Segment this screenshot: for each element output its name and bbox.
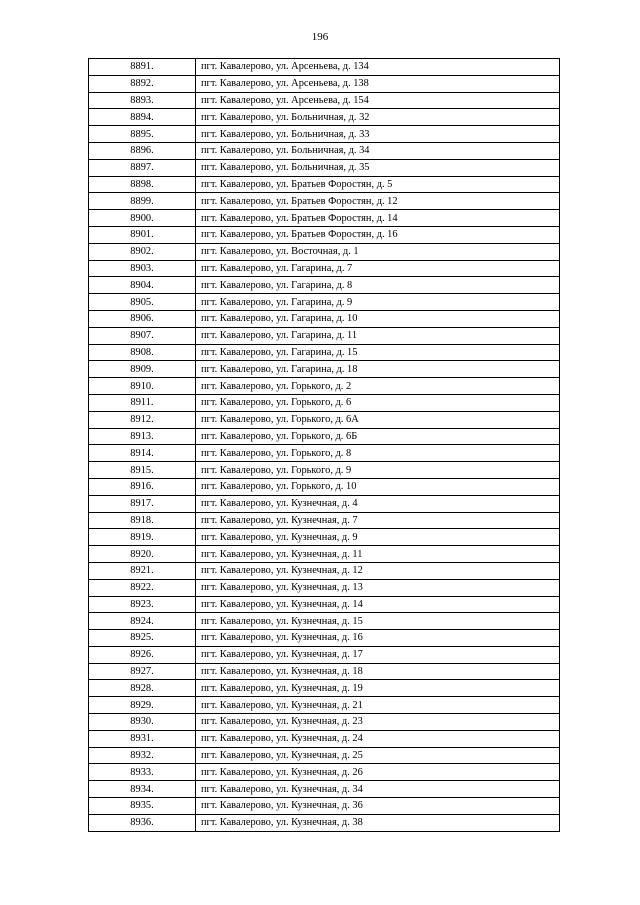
row-number: 8926. [89, 646, 196, 663]
row-number: 8916. [89, 478, 196, 495]
table-row [89, 92, 560, 109]
row-address: пгт. Кавалерово, ул. Братьев Форостян, д. 14 [196, 210, 560, 227]
row-address: пгт. Кавалерово, ул. Гагарина, д. 8 [196, 277, 560, 294]
table-row [89, 546, 560, 563]
table-row [89, 613, 560, 630]
row-address: пгт. Кавалерово, ул. Кузнечная, д. 19 [196, 680, 560, 697]
row-address: пгт. Кавалерово, ул. Кузнечная, д. 17 [196, 646, 560, 663]
row-number: 8931. [89, 730, 196, 747]
row-number: 8927. [89, 663, 196, 680]
table-row [89, 495, 560, 512]
row-number: 8930. [89, 714, 196, 731]
page-number: 196 [311, 31, 329, 43]
row-address: пгт. Кавалерово, ул. Горького, д. 6А [196, 411, 560, 428]
row-address: пгт. Кавалерово, ул. Гагарина, д. 10 [196, 310, 560, 327]
table-row [89, 126, 560, 143]
row-address: пгт. Кавалерово, ул. Кузнечная, д. 13 [196, 579, 560, 596]
row-address: пгт. Кавалерово, ул. Братьев Форостян, д. 16 [196, 226, 560, 243]
row-number: 8908. [89, 344, 196, 361]
row-address: пгт. Кавалерово, ул. Кузнечная, д. 15 [196, 613, 560, 630]
row-address: пгт. Кавалерово, ул. Арсеньева, д. 138 [196, 75, 560, 92]
row-number: 8933. [89, 764, 196, 781]
table-row [89, 59, 560, 76]
row-address: пгт. Кавалерово, ул. Братьев Форостян, д. 5 [196, 176, 560, 193]
table-row [89, 529, 560, 546]
table-row [89, 226, 560, 243]
row-address: пгт. Кавалерово, ул. Кузнечная, д. 12 [196, 562, 560, 579]
row-number: 8894. [89, 109, 196, 126]
table-row [89, 193, 560, 210]
row-number: 8919. [89, 529, 196, 546]
table-row [89, 730, 560, 747]
row-address: пгт. Кавалерово, ул. Гагарина, д. 11 [196, 327, 560, 344]
table-row [89, 75, 560, 92]
row-number: 8901. [89, 226, 196, 243]
table-row [89, 579, 560, 596]
row-number: 8922. [89, 579, 196, 596]
row-number: 8934. [89, 781, 196, 798]
row-address: пгт. Кавалерово, ул. Горького, д. 6Б [196, 428, 560, 445]
table-row [89, 445, 560, 462]
table-row [89, 109, 560, 126]
table-row [89, 327, 560, 344]
row-number: 8906. [89, 310, 196, 327]
row-address: пгт. Кавалерово, ул. Горького, д. 6 [196, 394, 560, 411]
row-number: 8918. [89, 512, 196, 529]
row-number: 8913. [89, 428, 196, 445]
table-row [89, 260, 560, 277]
row-address: пгт. Кавалерово, ул. Горького, д. 9 [196, 462, 560, 479]
table-row [89, 562, 560, 579]
table-row [89, 176, 560, 193]
row-number: 8904. [89, 277, 196, 294]
row-number: 8897. [89, 159, 196, 176]
table-row [89, 294, 560, 311]
row-number: 8915. [89, 462, 196, 479]
row-address: пгт. Кавалерово, ул. Кузнечная, д. 25 [196, 747, 560, 764]
table-row [89, 663, 560, 680]
row-number: 8902. [89, 243, 196, 260]
row-number: 8925. [89, 630, 196, 647]
row-number: 8899. [89, 193, 196, 210]
row-address: пгт. Кавалерово, ул. Кузнечная, д. 18 [196, 663, 560, 680]
row-address: пгт. Кавалерово, ул. Кузнечная, д. 36 [196, 798, 560, 815]
row-number: 8923. [89, 596, 196, 613]
table-row [89, 210, 560, 227]
row-number: 8928. [89, 680, 196, 697]
row-address: пгт. Кавалерово, ул. Кузнечная, д. 7 [196, 512, 560, 529]
table-row [89, 747, 560, 764]
table-row [89, 646, 560, 663]
row-number: 8892. [89, 75, 196, 92]
row-address: пгт. Кавалерово, ул. Больничная, д. 35 [196, 159, 560, 176]
row-number: 8905. [89, 294, 196, 311]
row-address: пгт. Кавалерово, ул. Кузнечная, д. 21 [196, 697, 560, 714]
row-address: пгт. Кавалерово, ул. Кузнечная, д. 34 [196, 781, 560, 798]
row-address: пгт. Кавалерово, ул. Горького, д. 10 [196, 478, 560, 495]
table-row [89, 344, 560, 361]
row-number: 8914. [89, 445, 196, 462]
table-row [89, 798, 560, 815]
row-address: пгт. Кавалерово, ул. Кузнечная, д. 26 [196, 764, 560, 781]
table-row [89, 142, 560, 159]
row-address: пгт. Кавалерово, ул. Больничная, д. 33 [196, 126, 560, 143]
row-number: 8909. [89, 361, 196, 378]
table-row [89, 714, 560, 731]
table-row [89, 630, 560, 647]
table-row [89, 462, 560, 479]
row-number: 8911. [89, 394, 196, 411]
row-number: 8910. [89, 378, 196, 395]
row-address: пгт. Кавалерово, ул. Горького, д. 2 [196, 378, 560, 395]
row-number: 8935. [89, 798, 196, 815]
table-row [89, 411, 560, 428]
table-row [89, 378, 560, 395]
row-address: пгт. Кавалерово, ул. Гагарина, д. 15 [196, 344, 560, 361]
row-number: 8921. [89, 562, 196, 579]
row-address: пгт. Кавалерово, ул. Кузнечная, д. 9 [196, 529, 560, 546]
table-row [89, 781, 560, 798]
table-row [89, 428, 560, 445]
table-row [89, 361, 560, 378]
table-row [89, 159, 560, 176]
row-number: 8891. [89, 59, 196, 76]
table-row [89, 394, 560, 411]
row-number: 8929. [89, 697, 196, 714]
row-address: пгт. Кавалерово, ул. Гагарина, д. 18 [196, 361, 560, 378]
row-number: 8895. [89, 126, 196, 143]
row-address: пгт. Кавалерово, ул. Больничная, д. 32 [196, 109, 560, 126]
row-address: пгт. Кавалерово, ул. Гагарина, д. 7 [196, 260, 560, 277]
table-row [89, 764, 560, 781]
row-address: пгт. Кавалерово, ул. Арсеньева, д. 154 [196, 92, 560, 109]
address-table [88, 58, 560, 832]
table-row [89, 680, 560, 697]
row-number: 8900. [89, 210, 196, 227]
row-address: пгт. Кавалерово, ул. Горького, д. 8 [196, 445, 560, 462]
row-number: 8917. [89, 495, 196, 512]
row-address: пгт. Кавалерово, ул. Кузнечная, д. 14 [196, 596, 560, 613]
table-row [89, 478, 560, 495]
row-address: пгт. Кавалерово, ул. Кузнечная, д. 38 [196, 814, 560, 831]
row-number: 8920. [89, 546, 196, 563]
row-number: 8896. [89, 142, 196, 159]
row-address: пгт. Кавалерово, ул. Восточная, д. 1 [196, 243, 560, 260]
row-number: 8893. [89, 92, 196, 109]
table-row [89, 596, 560, 613]
row-number: 8924. [89, 613, 196, 630]
row-number: 8932. [89, 747, 196, 764]
row-number: 8912. [89, 411, 196, 428]
row-address: пгт. Кавалерово, ул. Братьев Форостян, д. 12 [196, 193, 560, 210]
table-row [89, 277, 560, 294]
row-address: пгт. Кавалерово, ул. Кузнечная, д. 11 [196, 546, 560, 563]
table-row [89, 512, 560, 529]
table-row [89, 814, 560, 831]
table-row [89, 243, 560, 260]
address-table-body [89, 59, 560, 832]
row-number: 8936. [89, 814, 196, 831]
table-row [89, 310, 560, 327]
row-address: пгт. Кавалерово, ул. Кузнечная, д. 24 [196, 730, 560, 747]
row-address: пгт. Кавалерово, ул. Кузнечная, д. 16 [196, 630, 560, 647]
row-number: 8903. [89, 260, 196, 277]
row-address: пгт. Кавалерово, ул. Гагарина, д. 9 [196, 294, 560, 311]
row-address: пгт. Кавалерово, ул. Арсеньева, д. 134 [196, 59, 560, 76]
row-address: пгт. Кавалерово, ул. Больничная, д. 34 [196, 142, 560, 159]
row-address: пгт. Кавалерово, ул. Кузнечная, д. 23 [196, 714, 560, 731]
row-number: 8898. [89, 176, 196, 193]
row-address: пгт. Кавалерово, ул. Кузнечная, д. 4 [196, 495, 560, 512]
row-number: 8907. [89, 327, 196, 344]
table-row [89, 697, 560, 714]
